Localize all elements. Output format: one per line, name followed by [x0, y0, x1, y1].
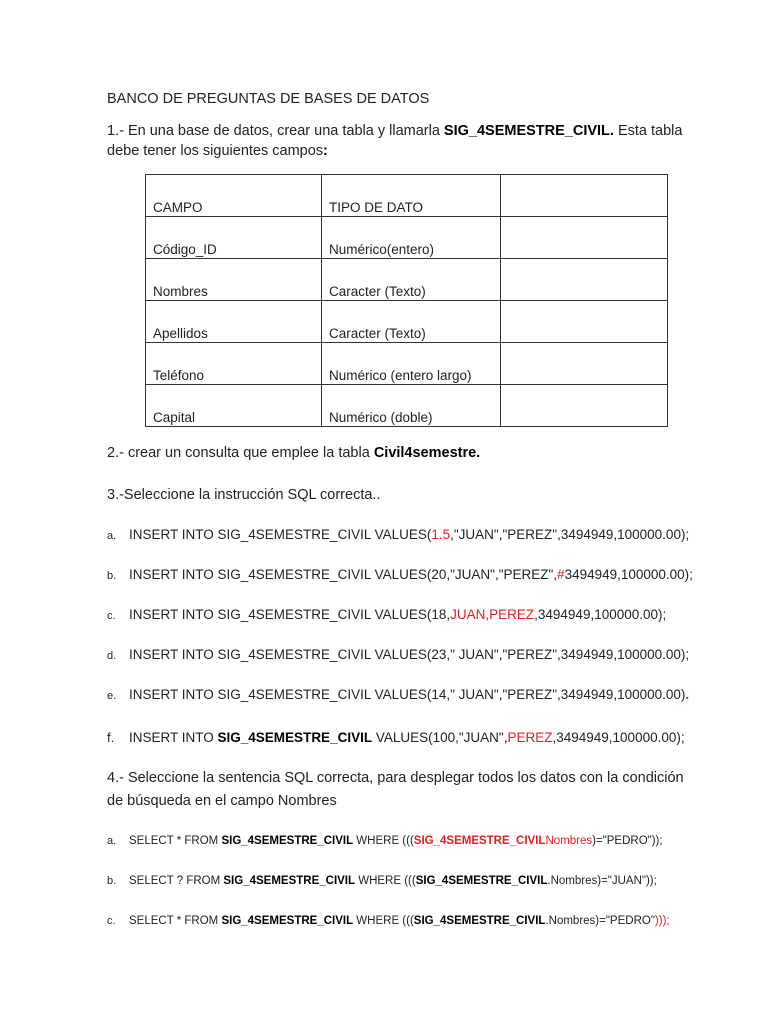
- table-name-bold: SIG_4SEMESTRE_CIVIL.: [443, 123, 614, 139]
- table-cell: Nombres: [146, 259, 322, 301]
- question-1-line-1: 1.- En una base de datos, crear una tabla y llamarla SIG_4SEMESTRE_CIVIL. Esta tabla: [107, 123, 683, 139]
- question-4-line-2: de búsqueda en el campo Nombres: [107, 793, 337, 809]
- fields-table: [145, 174, 668, 427]
- page-title: BANCO DE PREGUNTAS DE BASES DE DATOS: [107, 91, 430, 107]
- table-cell: [501, 217, 668, 259]
- option-3c: c. INSERT INTO SIG_4SEMESTRE_CIVIL VALUES(18,JUAN,PEREZ,3494949,100000.00);: [107, 607, 667, 622]
- table-row: [146, 343, 668, 385]
- option-3a: a. INSERT INTO SIG_4SEMESTRE_CIVIL VALUES(1.5,"JUAN","PEREZ",3494949,100000.00);: [107, 527, 690, 542]
- question-4-line-1: 4.- Seleccione la sentencia SQL correcta, para desplegar todos los datos con la condición: [107, 770, 684, 786]
- table-row: [146, 385, 668, 427]
- table-row: [146, 301, 668, 343]
- table-cell: Código_ID: [146, 217, 322, 259]
- option-4c: c. SELECT * FROM SIG_4SEMESTRE_CIVIL WHERE (((SIG_4SEMESTRE_CIVIL.Nombres)="PEDRO")));: [107, 915, 670, 927]
- option-3b: b. INSERT INTO SIG_4SEMESTRE_CIVIL VALUES(20,"JUAN","PEREZ",#3494949,100000.00);: [107, 567, 693, 582]
- table-cell: Teléfono: [146, 343, 322, 385]
- table-header-row: [146, 175, 668, 217]
- question-2: 2.- crear un consulta que emplee la tabla Civil4semestre.: [107, 445, 481, 461]
- table-cell: Caracter (Texto): [322, 301, 501, 343]
- table-cell: Caracter (Texto): [322, 259, 501, 301]
- header-cell: [501, 175, 668, 217]
- table-row: [146, 259, 668, 301]
- table-row: [146, 217, 668, 259]
- table-cell: [501, 301, 668, 343]
- table-cell: [501, 385, 668, 427]
- option-4b: b. SELECT ? FROM SIG_4SEMESTRE_CIVIL WHERE (((SIG_4SEMESTRE_CIVIL.Nombres)="JUAN"));: [107, 875, 657, 887]
- header-cell: CAMPO: [146, 175, 322, 217]
- option-3f: f. INSERT INTO SIG_4SEMESTRE_CIVIL VALUES(100,"JUAN",PEREZ,3494949,100000.00);: [107, 730, 685, 745]
- option-4a: a. SELECT * FROM SIG_4SEMESTRE_CIVIL WHERE (((SIG_4SEMESTRE_CIVILNombres)="PEDRO"));: [107, 835, 663, 847]
- header-cell: TIPO DE DATO: [322, 175, 501, 217]
- option-3d: d. INSERT INTO SIG_4SEMESTRE_CIVIL VALUES(23," JUAN","PEREZ",3494949,100000.00);: [107, 647, 690, 662]
- table-cell: Apellidos: [146, 301, 322, 343]
- table-cell: Numérico (entero largo): [322, 343, 501, 385]
- table-cell: [501, 259, 668, 301]
- table-cell: Numérico(entero): [322, 217, 501, 259]
- table-cell: Numérico (doble): [322, 385, 501, 427]
- option-3e: e. INSERT INTO SIG_4SEMESTRE_CIVIL VALUES(14," JUAN","PEREZ",3494949,100000.00).: [107, 687, 690, 702]
- table-cell: Capital: [146, 385, 322, 427]
- question-1-line-2: debe tener los siguientes campos:: [107, 143, 328, 159]
- table-cell: [501, 343, 668, 385]
- question-3: 3.-Seleccione la instrucción SQL correcta..: [107, 487, 381, 503]
